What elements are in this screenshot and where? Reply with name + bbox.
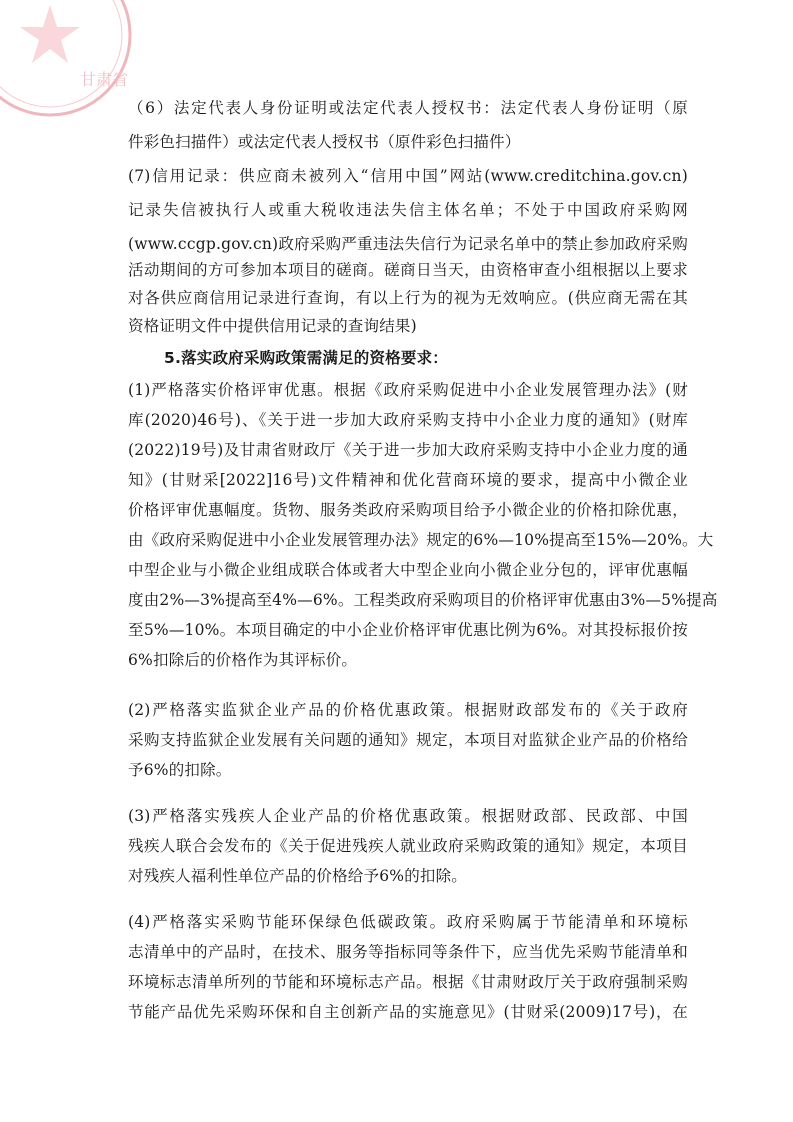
- para-7-line-4: 活动期间的方可参加本项目的磋商。磋商日当天，由资格审查小组根据以上要求: [128, 261, 688, 279]
- para-3-line-2: 残疾人联合会发布的《关于促进残疾人就业政府采购政策的通知》规定，本项目: [128, 837, 688, 855]
- stamp-text: 甘肃省: [80, 70, 129, 89]
- official-seal-stamp: [0, 0, 140, 125]
- para-4-line-4: 节能产品优先采购环保和自主创新产品的实施意见》(甘财采(2009)17号)，在: [128, 1003, 688, 1021]
- para-4-line-3: 环境标志清单所列的节能和环境标志产品。根据《甘肃财政厅关于政府强制采购: [128, 973, 688, 991]
- para-2-line-3: 予6%的扣除。: [128, 761, 232, 779]
- para-1-line-5: 价格评审优惠幅度。货物、服务类政府采购项目给予小微企业的价格扣除优惠，: [128, 501, 688, 519]
- para-7-line-6: 资格证明文件中提供信用记录的查询结果): [128, 317, 417, 335]
- para-1-line-1: (1)严格落实价格评审优惠。根据《政府采购促进中小企业发展管理办法》(财: [128, 381, 688, 399]
- para-1-line-7: 中型企业与小微企业组成联合体或者大中型企业向小微企业分包的，评审优惠幅: [128, 561, 688, 579]
- para-1-line-10: 6%扣除后的价格作为其评标价。: [128, 651, 358, 669]
- para-1-line-3: (2022)19号)及甘肃省财政厅《关于进一步加大政府采购支持中小企业力度的通: [128, 441, 688, 459]
- para-1-line-6: 由《政府采购促进中小企业发展管理办法》规定的6%—10%提高至15%—20%。大: [128, 531, 714, 549]
- section-heading-5: 5.落实政府采购政策需满足的资格要求：: [164, 349, 448, 367]
- para-1-line-9: 至5%—10%。本项目确定的中小企业价格评审优惠比例为6%。对其投标报价按: [128, 621, 688, 639]
- para-7-line-1: (7)信用记录：供应商未被列入“信用中国”网站(www.creditchina.gov.cn): [128, 167, 688, 185]
- para-3-line-3: 对残疾人福利性单位产品的价格给予6%的扣除。: [128, 867, 467, 885]
- para-4-line-2: 志清单中的产品时，在技术、服务等指标同等条件下，应当优先采购节能清单和: [128, 943, 688, 961]
- para-7-line-2: 记录失信被执行人或重大税收违法失信主体名单；不处于中国政府采购网: [128, 201, 688, 219]
- para-2-line-1: (2)严格落实监狱企业产品的价格优惠政策。根据财政部发布的《关于政府: [128, 701, 688, 719]
- para-1-line-4: 知》(甘财采[2022]16号)文件精神和优化营商环境的要求，提高中小微企业: [128, 471, 688, 489]
- para-6-line-2: 件彩色扫描件）或法定代表人授权书（原件彩色扫描件）: [128, 133, 521, 151]
- para-1-line-2: 库(2020)46号)、《关于进一步加大政府采购支持中小企业力度的通知》(财库: [128, 411, 688, 429]
- para-4-line-1: (4)严格落实采购节能环保绿色低碳政策。政府采购属于节能清单和环境标: [128, 913, 688, 931]
- para-6-line-1: （6）法定代表人身份证明或法定代表人授权书：法定代表人身份证明（原: [128, 99, 688, 117]
- para-2-line-2: 采购支持监狱企业发展有关问题的通知》规定，本项目对监狱企业产品的价格给: [128, 731, 688, 749]
- para-7-line-3: (www.ccgp.gov.cn)政府采购严重违法失信行为记录名单中的禁止参加政府采购: [128, 235, 688, 253]
- para-3-line-1: (3)严格落实残疾人企业产品的价格优惠政策。根据财政部、民政部、中国: [128, 807, 688, 825]
- para-7-line-5: 对各供应商信用记录进行查询，有以上行为的视为无效响应。(供应商无需在其: [128, 289, 688, 307]
- para-1-line-8: 度由2%—3%提高至4%—6%。工程类政府采购项目的价格评审优惠由3%—5%提高: [128, 591, 718, 609]
